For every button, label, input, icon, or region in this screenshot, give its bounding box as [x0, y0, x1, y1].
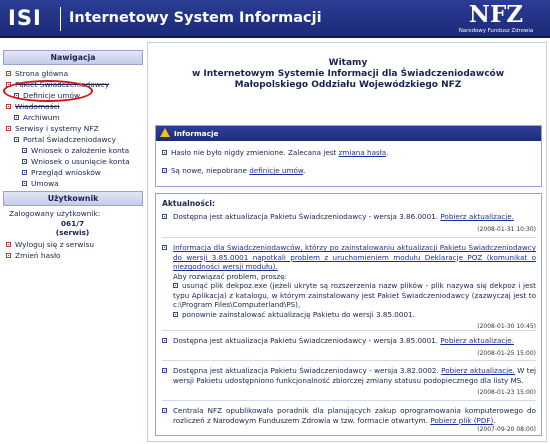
nav-item-label: Serwisy i systemy NFZ — [15, 124, 99, 133]
news-text: Dostępna jest aktualizacja Pakietu Świadczeniodawcy - wersja 3.85.0001. — [173, 336, 441, 345]
nav-item-label: Wniosek o usunięcie konta — [31, 157, 130, 166]
nav-item-create-account-request[interactable] — [22, 146, 129, 156]
bullet-icon — [6, 104, 11, 109]
nfz-logo — [450, 3, 542, 37]
nav-item-label: Wniosek o założenie konta — [31, 146, 130, 155]
news-divider — [162, 237, 536, 238]
news-item — [162, 243, 536, 332]
app-title: Internetowy System Informacji — [69, 10, 322, 26]
info-providers-link[interactable]: Informacja dla Świadczeniodawców, którzy po zainstalowaniu aktualizacji Pakietu Świadczeniodawcy do wersji 3.85.0001 napotkali problem z uruchomieniem modułu Deklaracje POZ (komunikat o niezgodności wersji modułu). — [173, 243, 536, 271]
bullet-icon — [173, 283, 178, 288]
news-item — [162, 406, 536, 435]
nav-item-agreement[interactable] — [22, 179, 59, 189]
news-text-end: . — [493, 415, 496, 425]
nav-item-label: Portal Świadczeniodawcy — [23, 135, 117, 144]
news-heading: Aktualności: — [162, 199, 215, 208]
nav-item-label: Wiadomości — [15, 102, 60, 111]
nav-item-home[interactable] — [6, 69, 68, 79]
nav-item-label: Umowa — [31, 179, 59, 188]
news-item — [162, 212, 536, 234]
bullet-icon — [22, 159, 27, 164]
nav-item-messages[interactable] — [6, 102, 60, 112]
news-date: (2008-01-25 15:00) — [477, 349, 536, 357]
bullet-icon — [162, 168, 167, 173]
bullet-icon — [173, 312, 178, 317]
header-separator — [60, 7, 61, 31]
info-line-contracts — [162, 166, 305, 175]
info-text-end: . — [386, 148, 389, 157]
news-date: (2008-01-23 15:00) — [477, 389, 536, 396]
user-role: (serwis) — [55, 228, 90, 237]
news-date: (2007-09-20 08:00) — [477, 426, 536, 433]
app-short-name: ISI — [8, 6, 42, 30]
contract-definitions-link[interactable]: definicje umów — [249, 166, 304, 175]
bullet-icon — [162, 338, 167, 343]
logout-label: Wyloguj się z serwisu — [15, 240, 95, 249]
news-date: (2008-01-31 10:30) — [477, 225, 536, 233]
news-divider — [162, 330, 536, 331]
logout-link[interactable] — [6, 240, 94, 250]
highlight-ellipse — [3, 80, 93, 102]
bullet-icon — [22, 170, 27, 175]
news-text: Centrala NFZ opublikowała poradnik dla planujących zakup oprogramowania komputerowego do rozliczeń z Narodowym Funduszem Zdrowia w tzw. formacie otwartym. — [173, 406, 536, 425]
user-heading: Użytkownik — [3, 191, 143, 206]
nav-item-delete-account-request[interactable] — [22, 157, 130, 167]
logged-user-label: Zalogowany użytkownik: — [9, 209, 101, 218]
info-text: Hasło nie było nigdy zmienione. Zalecana jest — [171, 148, 339, 157]
news-text: Dostępna jest aktualizacja Pakietu Świadczeniodawcy - wersja 3.82.0002. — [173, 366, 442, 375]
news-panel — [155, 193, 542, 436]
bullet-icon — [162, 245, 167, 250]
app-header — [0, 0, 550, 38]
info-panel — [155, 125, 542, 187]
bullet-icon — [162, 150, 167, 155]
info-text: Są nowe, niepobrane — [171, 166, 250, 175]
welcome-line-2: w Internetowym Systemie Informacji dla Świadczeniodawców — [191, 69, 505, 79]
news-subitem: usunąć plik dekpoz.exe (jeżeli ukryte są rozszerzenia nazw plików - plik nazywa się dekpoz i jest typu Aplikacja) z katalogu, w którym zainstalowany jest Pakiet Świadczeniodawcy (zazwyczaj jest to c:\Program Files\Computerland\PS), — [173, 281, 536, 309]
news-divider — [162, 400, 536, 401]
welcome-heading — [148, 58, 548, 91]
change-password-info-link[interactable]: zmiana hasła — [338, 148, 387, 157]
info-panel-header — [156, 126, 541, 141]
change-password-link[interactable] — [6, 251, 61, 261]
download-update-link[interactable]: Pobierz aktualizacje. — [440, 212, 514, 221]
news-date: (2008-01-30 10:45) — [477, 323, 536, 330]
welcome-line-1: Witamy — [328, 58, 368, 68]
bullet-icon — [6, 242, 11, 247]
info-heading: Informacje — [174, 129, 219, 138]
nav-item-archive[interactable] — [14, 113, 60, 123]
bullet-icon — [6, 71, 11, 76]
user-id: 061/7 — [60, 219, 85, 228]
bullet-icon — [162, 368, 167, 373]
nav-item-label: Strona główna — [15, 69, 69, 78]
bullet-icon — [162, 408, 167, 413]
nav-item-nfz-services[interactable] — [6, 124, 99, 134]
news-subitem: ponownie zainstalować aktualizację Pakietu do wersji 3.85.0001. — [182, 309, 415, 319]
news-text: Aby rozwiązać problem, proszę: — [173, 271, 288, 281]
info-line-password — [162, 148, 388, 157]
bullet-icon — [22, 148, 27, 153]
bullet-icon — [6, 126, 11, 131]
nfz-logo-subtitle: Narodowy Fundusz Zdrowia — [458, 28, 534, 34]
bullet-icon — [6, 253, 11, 258]
welcome-line-3: Małopolskiego Oddziału Wojewódzkiego NFZ — [234, 80, 462, 90]
news-item — [162, 366, 536, 398]
news-text: Dostępna jest aktualizacja Pakietu Świadczeniodawcy - wersja 3.86.0001. — [173, 212, 441, 221]
bullet-icon — [162, 214, 167, 219]
nfz-logo-text: NFZ — [468, 1, 524, 28]
download-pdf-link[interactable]: Pobierz plik (PDF) — [430, 415, 494, 425]
nav-heading: Nawigacja — [3, 50, 143, 65]
news-divider — [162, 360, 536, 361]
info-text-end: . — [303, 166, 306, 175]
bullet-icon — [14, 137, 19, 142]
sidebar — [0, 42, 145, 442]
news-item — [162, 336, 536, 358]
download-update-link[interactable]: Pobierz aktualizacje. — [440, 336, 514, 345]
warning-icon — [160, 128, 170, 137]
change-password-label: Zmień hasło — [15, 251, 61, 260]
nav-item-label: Pakiet Świadczeniodawcy — [15, 80, 110, 89]
nav-item-label: Archiwum — [23, 113, 60, 122]
bullet-icon — [22, 181, 27, 186]
nav-item-label: Definicje umów — [23, 91, 81, 100]
nav-item-label: Przegląd wniosków — [31, 168, 101, 177]
nav-item-review-requests[interactable] — [22, 168, 101, 178]
download-update-link[interactable]: Pobierz aktualizacje. — [441, 366, 515, 375]
nav-item-provider-portal[interactable] — [14, 135, 116, 145]
bullet-icon — [14, 115, 19, 120]
news-text: W tej wersji Pakietu udostępniono funkcjonalność zbiorczej zmiany statusu podopiecznego dla listy MS. — [173, 366, 536, 385]
